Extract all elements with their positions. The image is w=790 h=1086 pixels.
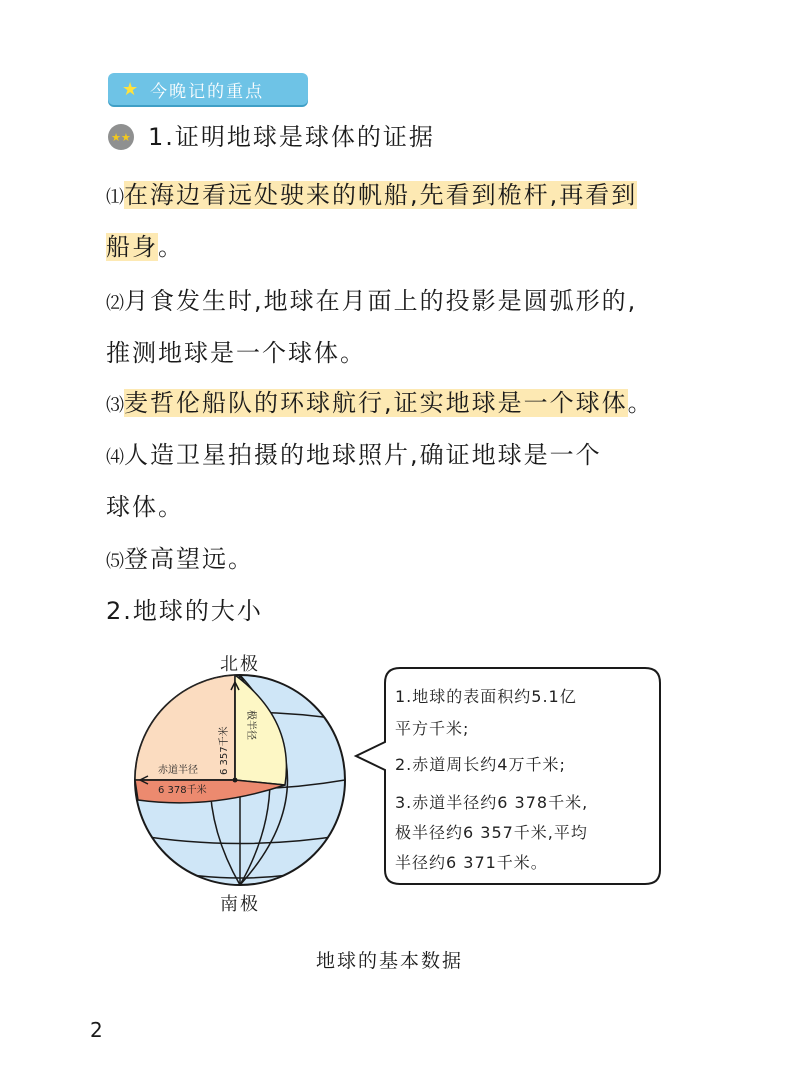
evidence-item-4-line2: 球体。 [106,493,184,521]
bubble-line-6: 半径约6 371千米。 [395,853,548,872]
evidence-item-4-line1 [106,438,602,475]
section1-title: 1.证明地球是球体的证据 [148,123,435,151]
evidence-item-5-line1 [106,542,254,579]
section2-title: 2.地球的大小 [106,597,263,625]
highlighted-text: 麦哲伦船队的环球航行,证实地球是一个球体 [124,389,628,417]
north-pole-label: 北极 [220,654,260,675]
item-text: 登高望远。 [124,545,254,573]
page-number: 2 [90,1018,103,1042]
highlighted-text: 在海边看远处驶来的帆船,先看到桅杆,再看到 [124,181,638,209]
earth-globe-diagram [120,640,360,920]
badge-label: 今晚记的重点 [150,81,265,102]
item-number: ⑴ [106,187,124,208]
highlighted-text: 船身 [106,233,158,261]
stars-icon: ★★ [108,124,134,150]
evidence-item-2-line2: 推测地球是一个球体。 [106,339,366,367]
south-pole-label: 南极 [220,894,260,915]
evidence-item-1-line1 [106,178,637,215]
bubble-line-2: 平方千米; [395,719,470,738]
item-number: ⑵ [106,293,124,314]
item-number: ⑶ [106,395,124,416]
evidence-item-1-line2 [106,230,184,264]
polar-radius-label: 极半径 [245,710,256,740]
equator-radius-label: 赤道半径 [158,765,198,776]
item-text: 月食发生时,地球在月面上的投影是圆弧形的, [124,287,638,315]
evidence-item-2-line1 [106,284,637,321]
bubble-line-4: 3.赤道半径约6 378千米, [395,793,589,812]
period: 。 [158,233,184,261]
key-points-badge [108,73,308,105]
equator-radius-value: 6 378千米 [158,785,207,796]
bubble-line-3: 2.赤道周长约4万千米; [395,755,566,774]
polar-radius-value: 6 357千米 [219,726,230,775]
item-number: ⑷ [106,447,124,468]
item-number: ⑸ [106,551,124,572]
period: 。 [627,389,654,417]
evidence-item-3-line1 [106,386,654,423]
bubble-line-1: 1.地球的表面积约5.1亿 [395,687,577,706]
star-icon: ★ [122,78,141,100]
figure-caption: 地球的基本数据 [316,950,464,972]
bubble-line-5: 极半径约6 357千米,平均 [395,823,588,842]
item-text: 人造卫星拍摄的地球照片,确证地球是一个 [124,441,602,469]
